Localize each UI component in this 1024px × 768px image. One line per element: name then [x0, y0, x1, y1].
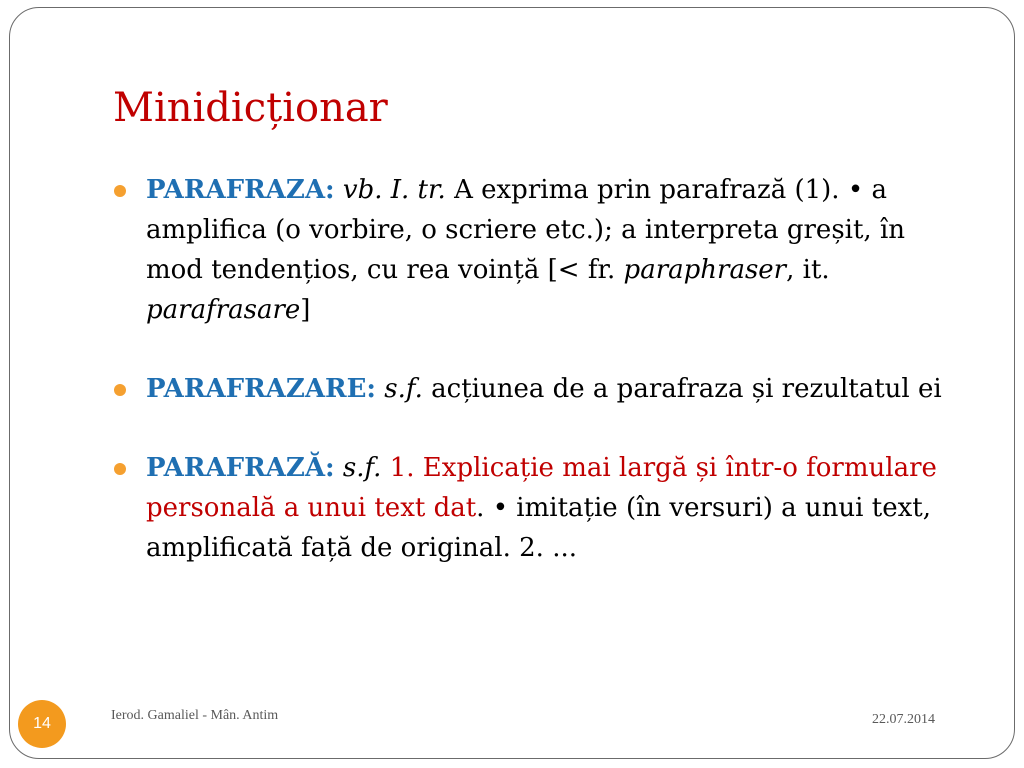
entry-term: PARAFRAZĂ: [146, 453, 335, 483]
entry-definition: . • imitație (în versuri) a unui text, amplificată față de original. 2. ... [146, 493, 931, 563]
title-part-1: Minidic [113, 85, 267, 131]
slide-title [113, 86, 388, 130]
footer-author: Ierod. Gamaliel - Mân. Antim [111, 708, 279, 723]
title-part-3: ionar [282, 85, 388, 131]
entry-definition: acțiunea de a parafraza și rezultatul ei [431, 374, 942, 404]
entry-sense-number: 1. [389, 453, 415, 483]
bullet-icon [114, 463, 126, 475]
footer-date: 22.07.2014 [872, 712, 935, 727]
entry-parafraza-noun [110, 448, 970, 568]
entry-highlighted-definition: Explicație mai largă și într-o formulare personală a unui text dat [146, 453, 937, 523]
entry-parafrazare [110, 369, 970, 409]
bullet-icon [114, 185, 126, 197]
title-part-2: ț [266, 85, 283, 131]
entry-definition-sep: , it. [786, 255, 830, 285]
entry-definition: A exprima prin parafrază (1). • a amplifica (o vorbire, o scriere etc.); a interpreta greșit, în mod tendențios, cu rea voință [< fr. [146, 175, 906, 285]
entry-term: PARAFRAZA: [146, 175, 335, 205]
entry-grammar: s.f. [342, 453, 382, 483]
entry-term: PARAFRAZARE: [146, 374, 377, 404]
entries-list [110, 170, 970, 568]
page-number-badge: 14 [18, 700, 66, 748]
entry-etymology-it: parafrasare [146, 295, 301, 325]
entry-grammar: vb. I. tr. [342, 175, 446, 205]
entry-grammar: s.f. [384, 374, 423, 404]
entry-definition-end: ] [300, 295, 311, 325]
bullet-icon [114, 384, 126, 396]
entry-etymology-fr: paraphraser [623, 255, 787, 285]
entry-parafraza [110, 170, 970, 330]
